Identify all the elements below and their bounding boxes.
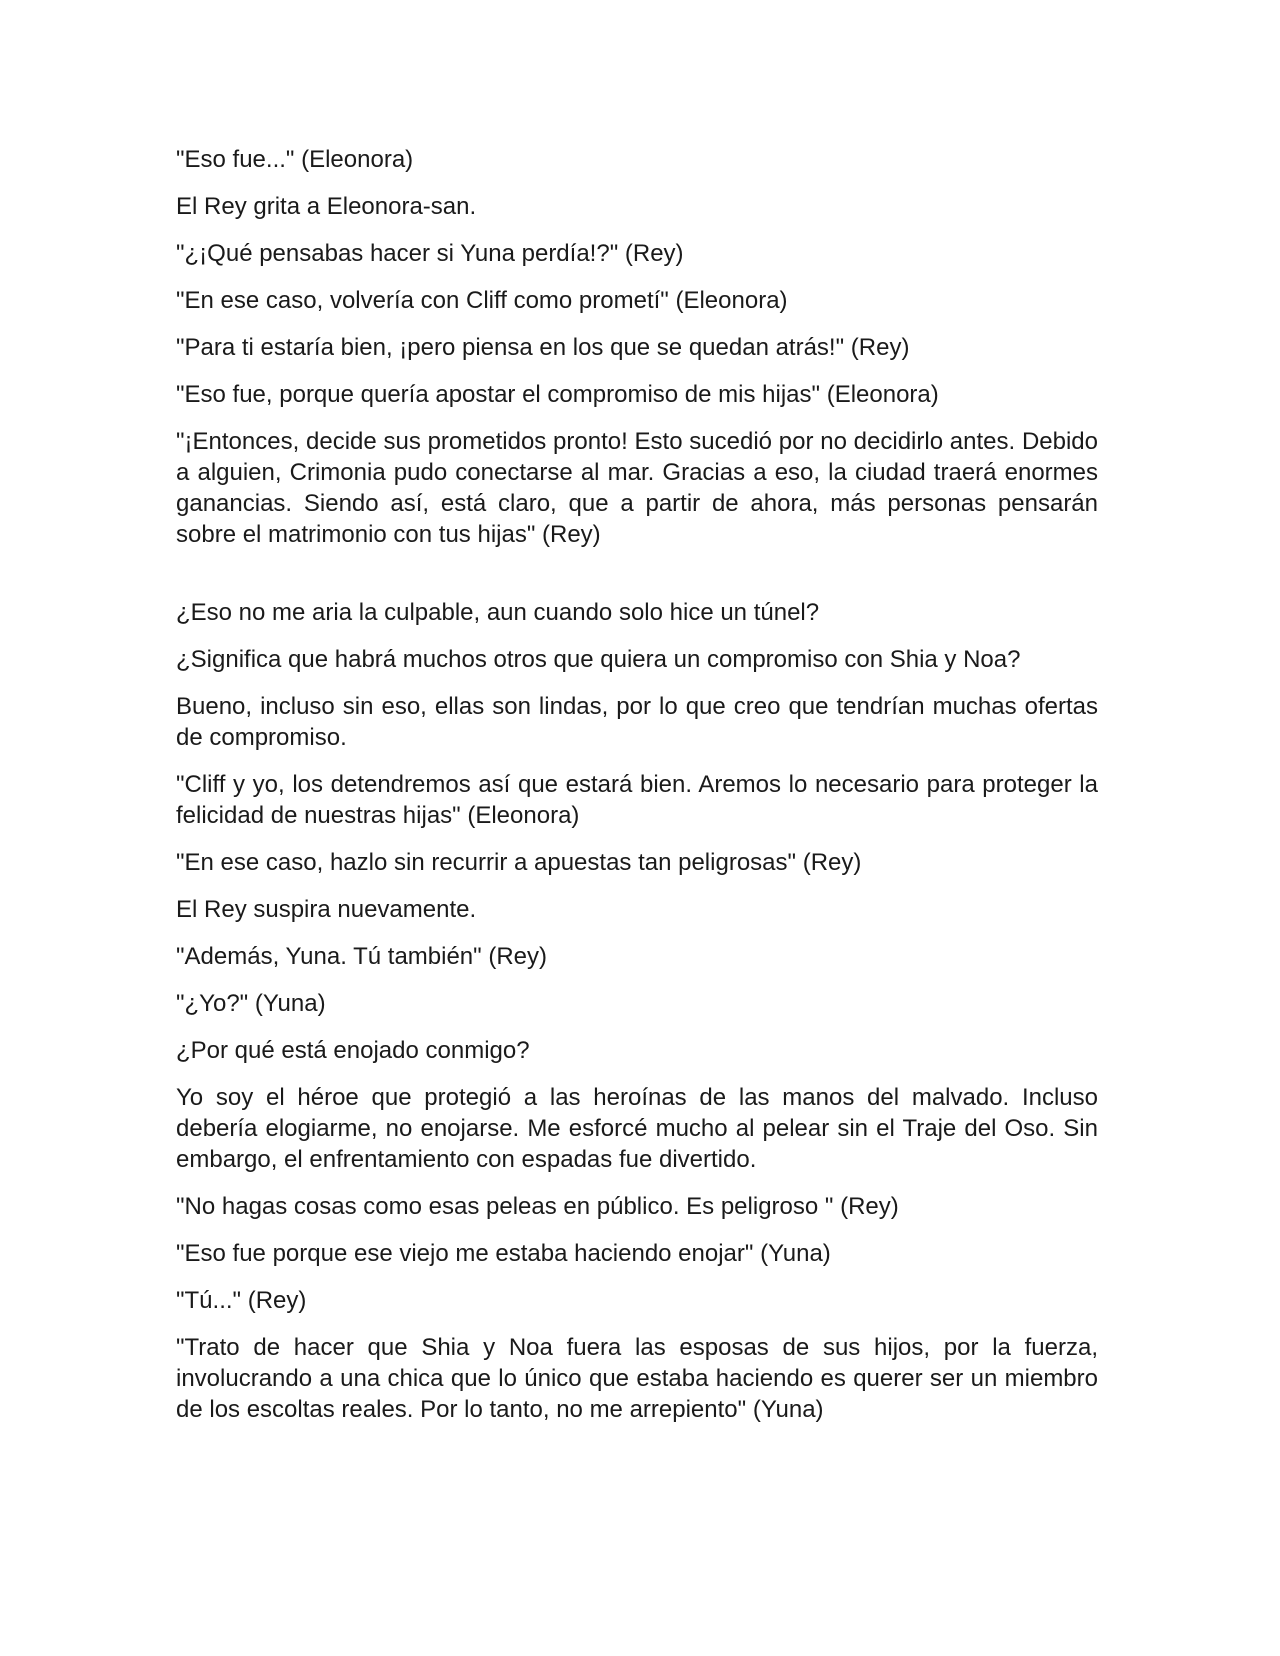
paragraph: ¿Eso no me aria la culpable, aun cuando solo hice un túnel?: [176, 599, 820, 626]
paragraph: Yo soy el héroe que protegió a las heroínas de las manos del malvado. Incluso debería elogiarme, no enojarse. Me esforcé mucho al pelear sin el Traje del Oso. Sin embargo, el enfrentamiento con espadas fue divertido.: [176, 1084, 1098, 1173]
paragraph: "Eso fue, porque quería apostar el compromiso de mis hijas" (Eleonora): [176, 381, 939, 408]
paragraph: "Tú..." (Rey): [176, 1287, 307, 1314]
paragraph: "En ese caso, hazlo sin recurrir a apuestas tan peligrosas" (Rey): [176, 849, 862, 876]
paragraph: "Eso fue..." (Eleonora): [176, 146, 414, 173]
paragraph: "Eso fue porque ese viejo me estaba haciendo enojar" (Yuna): [176, 1240, 831, 1267]
paragraph: "Para ti estaría bien, ¡pero piensa en los que se quedan atrás!" (Rey): [176, 334, 910, 361]
paragraph: "En ese caso, volvería con Cliff como prometí" (Eleonora): [176, 287, 788, 314]
paragraph: "Cliff y yo, los detendremos así que estará bien. Aremos lo necesario para proteger la felicidad de nuestras hijas" (Eleonora): [176, 771, 1098, 829]
paragraph: "Trato de hacer que Shia y Noa fuera las esposas de sus hijos, por la fuerza, involucrando a una chica que lo único que estaba haciendo es querer ser un miembro de los escoltas reales. Por lo tanto, no me arrepiento" (Yuna): [176, 1334, 1098, 1423]
paragraph: El Rey suspira nuevamente.: [176, 896, 477, 923]
paragraph: ¿Por qué está enojado conmigo?: [176, 1037, 530, 1064]
paragraph: "¿¡Qué pensabas hacer si Yuna perdía!?" (Rey): [176, 240, 684, 267]
paragraph: "¿Yo?" (Yuna): [176, 990, 326, 1017]
paragraph: "No hagas cosas como esas peleas en público. Es peligroso " (Rey): [176, 1193, 899, 1220]
paragraph: "¡Entonces, decide sus prometidos pronto! Esto sucedió por no decidirlo antes. Debido a alguien, Crimonia pudo conectarse al mar. Gracias a eso, la ciudad traerá enormes ganancias. Siendo así, está claro, que a partir de ahora, más personas pensarán sobre el matrimonio con tus hijas" (Rey): [176, 428, 1098, 548]
paragraph: "Además, Yuna. Tú también" (Rey): [176, 943, 548, 970]
paragraph: Bueno, incluso sin eso, ellas son lindas, por lo que creo que tendrían muchas ofertas de compromiso.: [176, 693, 1098, 751]
document-body: [176, 144, 1098, 1441]
paragraph: El Rey grita a Eleonora-san.: [176, 193, 477, 220]
paragraph: ¿Significa que habrá muchos otros que quiera un compromiso con Shia y Noa?: [176, 646, 1021, 673]
